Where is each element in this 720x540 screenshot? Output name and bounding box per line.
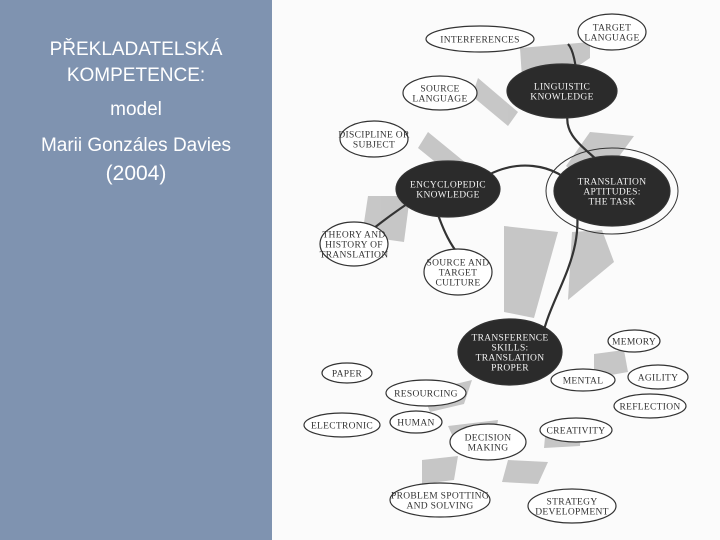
node-reflection bbox=[614, 394, 686, 418]
node-mental bbox=[551, 369, 615, 391]
arrow-shape bbox=[504, 226, 558, 318]
node-memory bbox=[608, 330, 660, 352]
node-label: KNOWLEDGE bbox=[530, 92, 594, 103]
node-source-and-target-culture bbox=[424, 249, 492, 295]
node-label: TRANSLATION bbox=[319, 250, 389, 261]
node-label: APTITUDES: bbox=[583, 187, 641, 198]
node-label: ELECTRONIC bbox=[310, 421, 374, 432]
author-name: Marii Gonzáles Davies bbox=[40, 135, 232, 156]
node-label: SKILLS: bbox=[491, 343, 529, 354]
node-problem-spotting-and-solving bbox=[390, 483, 490, 517]
node-label: SOURCE AND bbox=[426, 258, 490, 269]
node-transference-skills bbox=[458, 319, 562, 385]
node-label: LANGUAGE bbox=[584, 33, 640, 44]
node-target-language bbox=[578, 14, 646, 50]
node-label: TARGET bbox=[438, 268, 478, 279]
node-label: THEORY AND bbox=[322, 230, 386, 241]
node-label: MAKING bbox=[467, 443, 509, 454]
node-source-language bbox=[403, 76, 477, 110]
node-decision-making bbox=[450, 424, 526, 460]
node-label: PROPER bbox=[491, 363, 529, 374]
node-encyclopedic-knowledge bbox=[396, 161, 500, 217]
node-label: DEVELOPMENT bbox=[535, 507, 609, 518]
slide-title-line-2: KOMPETENCE: bbox=[66, 65, 206, 86]
node-theory-and-history bbox=[320, 222, 389, 266]
node-label: TRANSLATION bbox=[475, 353, 545, 364]
node-label: HISTORY OF bbox=[325, 240, 383, 251]
node-agility bbox=[628, 365, 688, 389]
competence-diagram bbox=[272, 0, 720, 540]
node-translation-aptitudes bbox=[546, 148, 678, 234]
diagram-canvas bbox=[272, 0, 720, 540]
node-label: PAPER bbox=[331, 369, 363, 380]
arrow-shape bbox=[502, 460, 548, 484]
node-label: TRANSFERENCE bbox=[471, 333, 549, 344]
node-label: LINGUISTIC bbox=[533, 82, 591, 93]
node-paper bbox=[322, 363, 372, 383]
node-label: SOURCE bbox=[420, 84, 460, 95]
node-strategy-development bbox=[528, 489, 616, 523]
nodes-layer bbox=[304, 14, 688, 523]
node-label: TRANSLATION bbox=[577, 177, 647, 188]
node-label: DECISION bbox=[464, 433, 512, 444]
node-label: CREATIVITY bbox=[546, 426, 606, 437]
node-interferences bbox=[426, 26, 534, 52]
node-label: CULTURE bbox=[435, 278, 481, 289]
node-label: MENTAL bbox=[562, 376, 604, 387]
node-label: INTERFERENCES bbox=[440, 35, 520, 46]
node-label: THE TASK bbox=[588, 197, 636, 208]
slide-title-line-1: PŘEKLADATELSKÁ bbox=[49, 39, 223, 60]
node-discipline-or-subject bbox=[338, 121, 410, 157]
node-electronic bbox=[304, 413, 380, 437]
node-linguistic-knowledge bbox=[507, 64, 617, 118]
node-label: AGILITY bbox=[637, 373, 679, 384]
node-label: RESOURCING bbox=[394, 389, 458, 400]
node-human bbox=[390, 411, 442, 433]
model-label: model bbox=[110, 99, 162, 120]
node-creativity bbox=[540, 418, 612, 442]
year-label: (2004) bbox=[105, 162, 167, 185]
node-label: TARGET bbox=[592, 23, 632, 34]
node-label: REFLECTION bbox=[619, 402, 681, 413]
node-label: LANGUAGE bbox=[412, 94, 468, 105]
node-label: PROBLEM SPOTTING bbox=[391, 491, 489, 502]
node-label: SUBJECT bbox=[352, 140, 396, 151]
title-panel bbox=[0, 0, 272, 540]
node-label: KNOWLEDGE bbox=[416, 190, 480, 201]
node-label: HUMAN bbox=[397, 418, 435, 429]
node-label: AND SOLVING bbox=[406, 501, 474, 512]
node-label: STRATEGY bbox=[546, 497, 598, 508]
arrow-shape bbox=[422, 456, 458, 484]
node-label: MEMORY bbox=[611, 337, 657, 348]
node-resourcing bbox=[386, 380, 466, 406]
node-label: ENCYCLOPEDIC bbox=[410, 180, 486, 191]
node-label: DISCIPLINE OR bbox=[338, 130, 410, 141]
